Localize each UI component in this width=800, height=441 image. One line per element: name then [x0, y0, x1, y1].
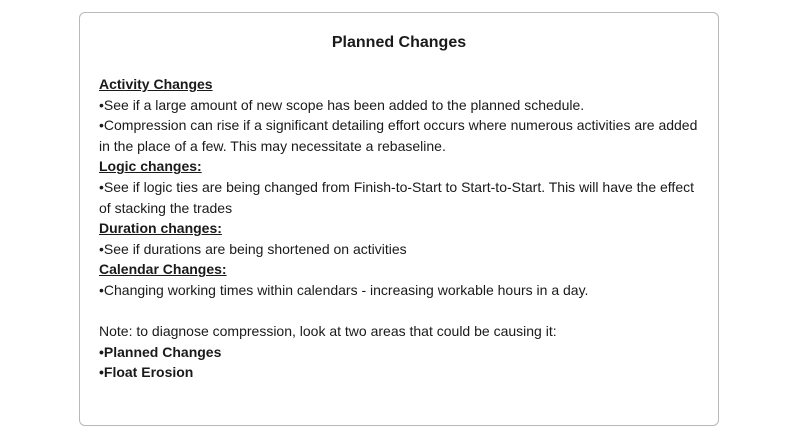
activity-changes-line: in the place of a few. This may necessitate a rebaseline.: [99, 137, 446, 154]
blank-line: [99, 301, 704, 322]
calendar-changes-line: •Changing working times within calendars - increasing workable hours in a day.: [99, 281, 589, 298]
note-text: Note: to diagnose compression, look at two areas that could be causing it:: [99, 323, 557, 340]
section-heading-calendar-changes: Calendar Changes:: [99, 261, 227, 278]
panel-content: [99, 74, 704, 383]
panel-title: Planned Changes: [331, 34, 467, 51]
logic-changes-line: •See if logic ties are being changed from Finish-to-Start to Start-to-Start. This will have the effect: [99, 178, 694, 195]
duration-changes-line: •See if durations are being shortened on activities: [99, 240, 407, 257]
logic-changes-line: of stacking the trades: [99, 199, 233, 216]
planned-changes-panel: [79, 12, 719, 426]
section-heading-duration-changes: Duration changes:: [99, 220, 222, 237]
note-item-float-erosion: •Float Erosion: [99, 364, 194, 381]
section-heading-logic-changes: Logic changes:: [99, 158, 202, 175]
section-heading-activity-changes: Activity Changes: [99, 76, 213, 92]
activity-changes-line: •See if a large amount of new scope has been added to the planned schedule.: [99, 96, 585, 113]
activity-changes-line: •Compression can rise if a significant detailing effort occurs where numerous activities are added: [99, 117, 698, 134]
note-item-planned-changes: •Planned Changes: [99, 343, 222, 360]
